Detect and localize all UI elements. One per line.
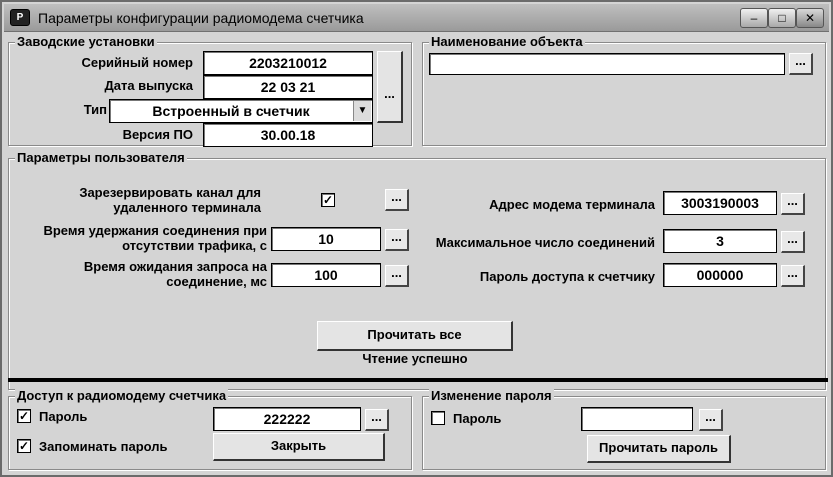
status-text: Чтение успешно: [362, 351, 468, 366]
maximize-button[interactable]: □: [768, 8, 796, 28]
change-password-button[interactable]: ...: [699, 409, 723, 431]
firmware-version-label: Версия ПО: [122, 127, 193, 142]
app-icon: P: [10, 9, 30, 26]
access-password-field[interactable]: 222222: [213, 407, 361, 431]
meter-password-field[interactable]: 000000: [663, 263, 777, 287]
object-name-browse-button[interactable]: ...: [789, 53, 813, 75]
factory-edit-button[interactable]: ...: [377, 51, 403, 123]
factory-settings-legend: Заводские установки: [17, 34, 155, 49]
hold-time-button[interactable]: ...: [385, 229, 409, 251]
max-connections-field[interactable]: 3: [663, 229, 777, 253]
window-title: Параметры конфигурации радиомодема счетчика: [38, 10, 364, 26]
meter-password-button[interactable]: ...: [781, 265, 805, 287]
modem-address-field[interactable]: 3003190003: [663, 191, 777, 215]
release-date-label: Дата выпуска: [104, 78, 193, 93]
modem-address-button[interactable]: ...: [781, 193, 805, 215]
wait-time-label: Время ожидания запроса на соединение, мс: [83, 259, 267, 289]
minimize-button[interactable]: ‒: [740, 8, 768, 28]
firmware-version-field[interactable]: 30.00.18: [203, 123, 373, 147]
chevron-down-icon[interactable]: ▼: [353, 101, 371, 121]
remember-password-checkbox[interactable]: ✓: [18, 439, 30, 453]
max-connections-button[interactable]: ...: [781, 231, 805, 253]
change-password-label: Пароль: [453, 411, 502, 426]
close-window-button[interactable]: ✕: [796, 8, 824, 28]
type-select-value: Встроенный в счетчик: [152, 103, 310, 119]
access-password-label: Пароль: [39, 409, 88, 424]
read-password-button[interactable]: Прочитать пароль: [587, 435, 731, 463]
max-connections-label: Максимальное число соединений: [435, 235, 655, 250]
serial-number-field[interactable]: 2203210012: [203, 51, 373, 75]
object-name-legend: Наименование объекта: [431, 34, 583, 49]
modem-access-group: [8, 388, 412, 470]
wait-time-field[interactable]: 100: [271, 263, 381, 287]
access-password-checkbox[interactable]: ✓: [18, 409, 30, 423]
release-date-field[interactable]: 22 03 21: [203, 75, 373, 99]
remember-password-label: Запоминать пароль: [39, 439, 168, 454]
factory-settings-group: [8, 34, 412, 146]
object-name-group: [422, 34, 826, 146]
meter-password-label: Пароль доступа к счетчику: [479, 269, 655, 284]
hold-time-label: Время удержания соединения при отсутствии трафика, с: [43, 223, 267, 253]
wait-time-button[interactable]: ...: [385, 265, 409, 287]
type-select[interactable]: [109, 99, 373, 123]
title-bar[interactable]: [4, 4, 829, 32]
type-label: Тип: [83, 102, 107, 117]
reserve-channel-button[interactable]: ...: [385, 189, 409, 211]
read-all-button[interactable]: Прочитать все: [317, 321, 513, 351]
change-password-checkbox[interactable]: [431, 411, 445, 425]
object-name-field[interactable]: [429, 53, 785, 75]
user-params-group: [8, 150, 826, 390]
change-password-legend: Изменение пароля: [431, 388, 552, 403]
serial-number-label: Серийный номер: [81, 55, 193, 70]
reserve-channel-label: Зарезервировать канал для удаленного терминала: [79, 185, 261, 215]
modem-access-legend: Доступ к радиомодему счетчика: [17, 388, 227, 403]
modem-address-label: Адрес модема терминала: [489, 197, 655, 212]
close-access-button[interactable]: Закрыть: [213, 433, 385, 461]
separator-line: [8, 378, 828, 382]
user-params-legend: Параметры пользователя: [17, 150, 185, 165]
hold-time-field[interactable]: 10: [271, 227, 381, 251]
access-password-button[interactable]: ...: [365, 409, 389, 431]
change-password-group: [422, 388, 826, 470]
change-password-field[interactable]: [581, 407, 693, 431]
reserve-channel-checkbox[interactable]: ✓: [322, 193, 334, 207]
